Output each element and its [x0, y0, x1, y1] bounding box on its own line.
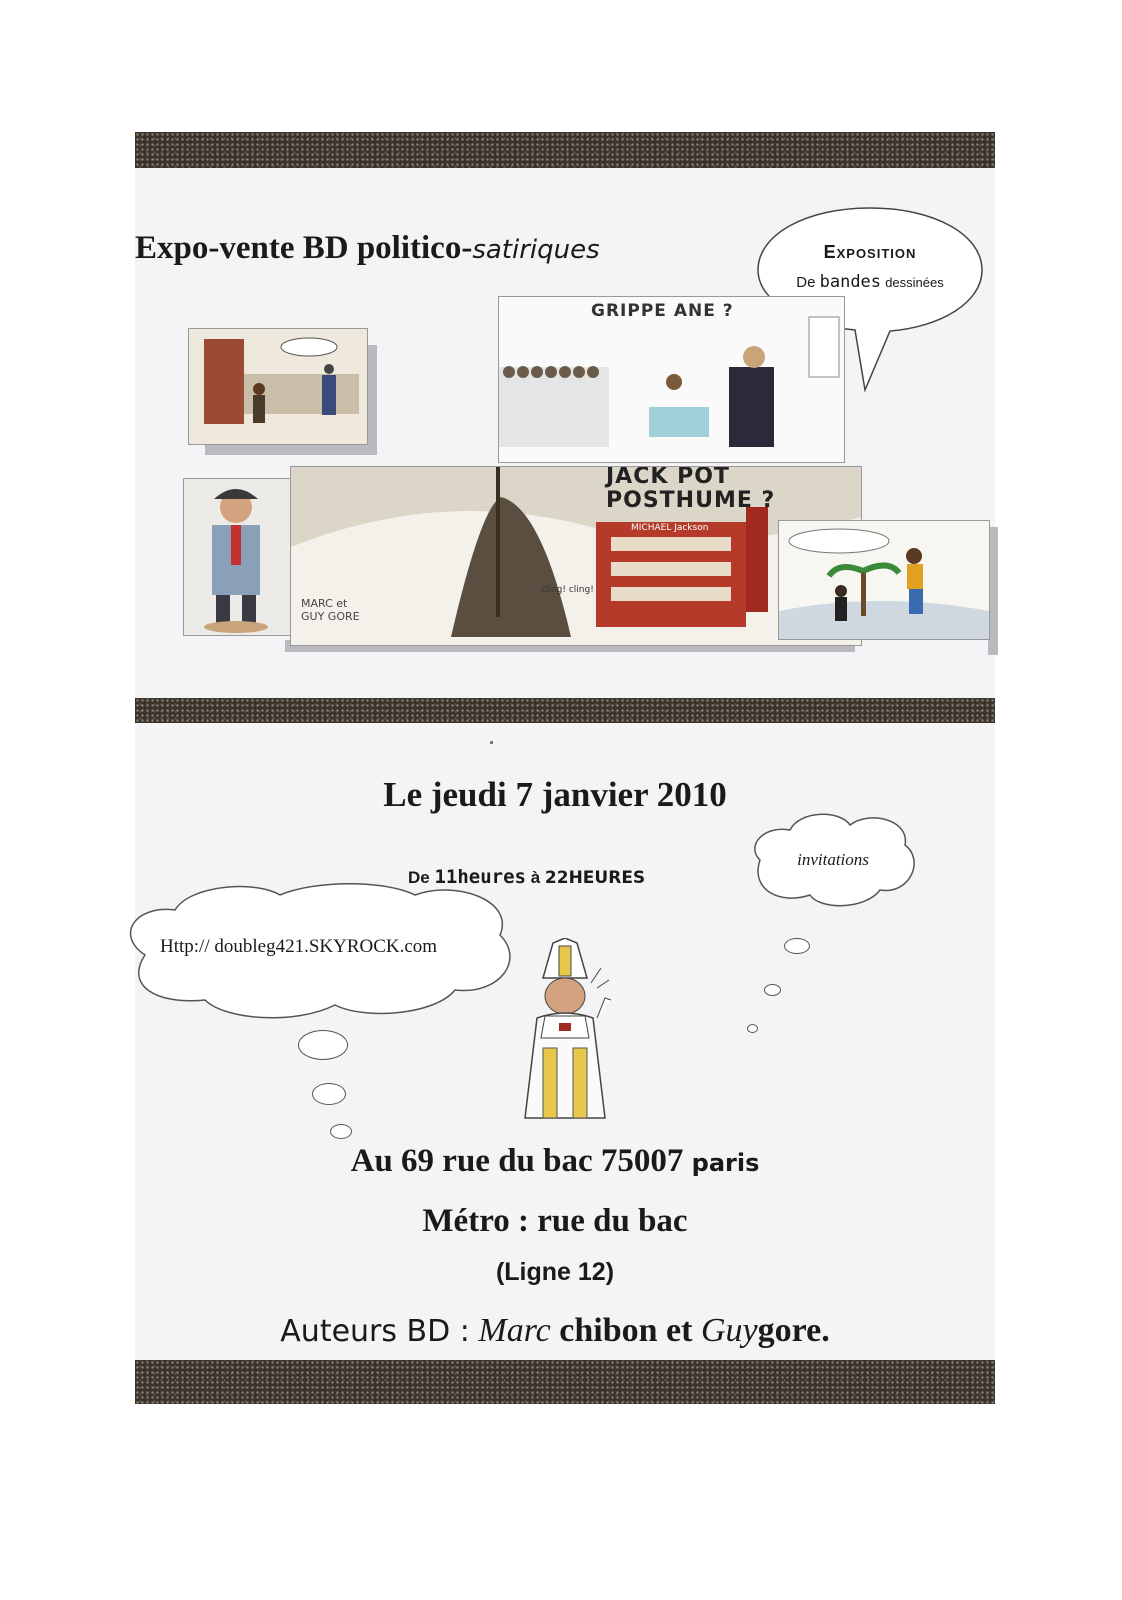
cartoon-grippe-text: GRIPPE ANE ? — [591, 301, 734, 321]
top-border-band — [135, 132, 995, 168]
title-script: satiriques — [472, 235, 600, 265]
event-authors — [135, 1312, 975, 1350]
divider-dot — [490, 741, 493, 744]
cartoon-man-suit — [183, 478, 293, 636]
address-main: Au 69 rue du bac 75007 — [350, 1143, 684, 1179]
bandes-dessinees-label — [770, 272, 970, 292]
url-cloud-dot-2 — [312, 1083, 346, 1105]
url-cloud-dot-3 — [330, 1124, 352, 1139]
poster-title — [135, 230, 600, 267]
author1-last: chibon et — [559, 1312, 693, 1349]
hours-end: 22HEURES — [544, 868, 646, 888]
cartoon-beach — [778, 520, 990, 640]
event-metro-line: (Ligne 12) — [495, 1258, 615, 1286]
authors-label: Auteurs BD : — [280, 1314, 470, 1349]
invitations-cloud — [740, 805, 930, 935]
cartoon-michael-text: MICHAEL Jackson — [631, 523, 709, 533]
url-cloud-dot-1 — [298, 1030, 348, 1060]
author2-first: Guy — [700, 1312, 758, 1349]
address-city: paris — [691, 1149, 760, 1177]
title-main: Expo-vente BD politico- — [135, 230, 473, 266]
event-date: Le jeudi 7 janvier 2010 — [383, 775, 727, 814]
pope-cartoon — [505, 938, 625, 1138]
cartoon-jackpot-text: JACK POT POSTHUME ? — [606, 466, 776, 513]
hours-mid: à — [530, 868, 541, 887]
author1-first: Marc — [478, 1312, 551, 1349]
cartoon-grippe-ane — [498, 296, 845, 463]
hours-start: 11heures — [434, 866, 526, 888]
invitations-label: invitations — [797, 850, 869, 869]
cartoon-signature-text: MARC et GUY GORE — [301, 597, 360, 623]
website-url[interactable]: Http:// doubleg421.SKYROCK.com — [160, 936, 438, 957]
author2-last: gore. — [757, 1312, 830, 1349]
cartoon-cling-text: cling! cling! — [541, 585, 594, 595]
bottom-border-band — [135, 1360, 995, 1404]
hours-prefix: De — [408, 868, 430, 887]
exposition-label: Exposition — [823, 242, 917, 262]
bandes-dessinees: dessinées — [885, 275, 944, 290]
invitations-cloud-dot-2 — [764, 984, 781, 996]
invitations-cloud-dot-1 — [784, 938, 810, 954]
middle-border-band — [135, 698, 995, 723]
event-metro: Métro : rue du bac — [422, 1203, 688, 1239]
bandes-de: De — [796, 274, 816, 291]
invitations-cloud-dot-3 — [747, 1024, 758, 1033]
cartoon-jackpot-posthume — [290, 466, 862, 646]
event-address — [135, 1143, 975, 1180]
cartoon-office-door — [188, 328, 368, 445]
bandes-word: bandes — [819, 272, 882, 292]
